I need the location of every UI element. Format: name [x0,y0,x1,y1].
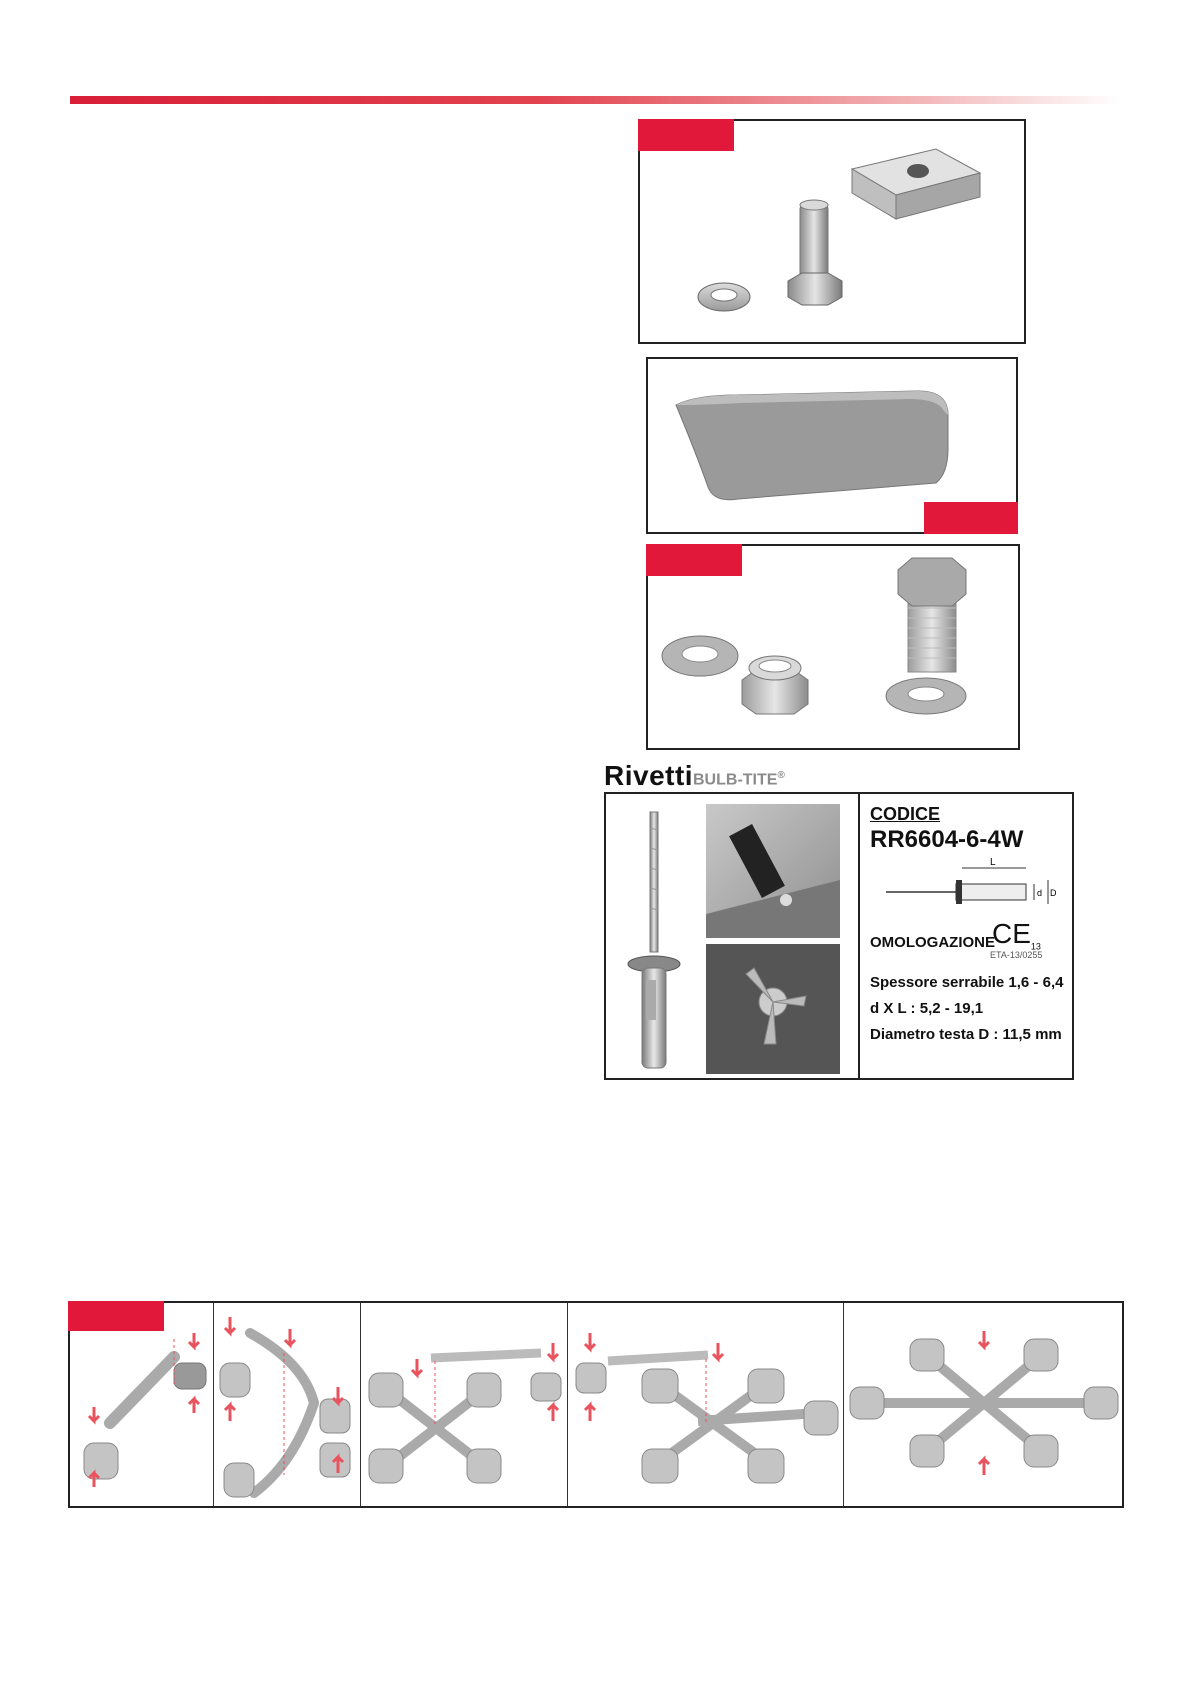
dim-D-label: D [1050,888,1056,898]
rivet-installed-photo-icon [706,944,840,1074]
rivet-dimension-diagram [886,856,1056,916]
washers-nut-bolt-icon [648,546,1018,748]
bolt-set-tag [638,119,734,151]
bolt-washer-nutplate-icon [640,121,1024,342]
rivet-installed-photo [706,944,840,1074]
rivet-spec-card [604,792,1074,1080]
ce-mark-text: CE [992,918,1031,949]
diametro-testa: Diametro testa D : 11,5 mm [870,1026,1062,1043]
rivet-tool-photo-icon [706,804,840,938]
header-accent-bar [70,96,1120,104]
assembly-step-4 [568,1303,844,1506]
assembly-step-5 [844,1303,1124,1506]
rivet-brand [693,770,785,789]
omologazione-label: OMOLOGAZIONE [870,934,995,951]
cover-panel [646,357,1018,534]
assembly-step-3-icon [361,1303,568,1506]
rivet-brand-text: BULB-TITE [693,771,778,789]
rivet-tool-photo [706,804,840,938]
rivet-title: Rivetti [604,760,694,791]
assembly-step-1 [70,1303,214,1506]
cover-tag [924,502,1018,534]
rivet-illustration-icon [624,808,684,1078]
codice-value: RR6604-6-4W [870,826,1024,853]
fixing-kit-tag [646,544,742,576]
assembly-step-2-icon [214,1303,361,1506]
dim-d-label: d [1037,888,1043,898]
eta-number: ETA-13/0255 [990,950,1043,960]
bolt-set-panel [638,119,1026,344]
assembly-step-3 [361,1303,568,1506]
assembly-step-2 [214,1303,361,1506]
assembly-step-5-icon [844,1303,1124,1506]
dim-L-label: L [990,857,996,868]
spessore-serrabile: Spessore serrabile 1,6 - 6,4 [870,974,1064,991]
rivet-brand-mark: ® [777,770,785,781]
assembly-steps-strip [68,1301,1124,1508]
fixing-kit-panel [646,544,1020,750]
codice-label: CODICE [870,804,941,824]
rivet-card-divider [858,794,860,1078]
d-x-l: d X L : 5,2 - 19,1 [870,1000,984,1017]
assembly-step-1-icon [70,1303,214,1506]
ce-mark-sub: 13 [1030,941,1041,952]
ce-mark [992,918,1041,952]
assembly-step-4-icon [568,1303,844,1506]
